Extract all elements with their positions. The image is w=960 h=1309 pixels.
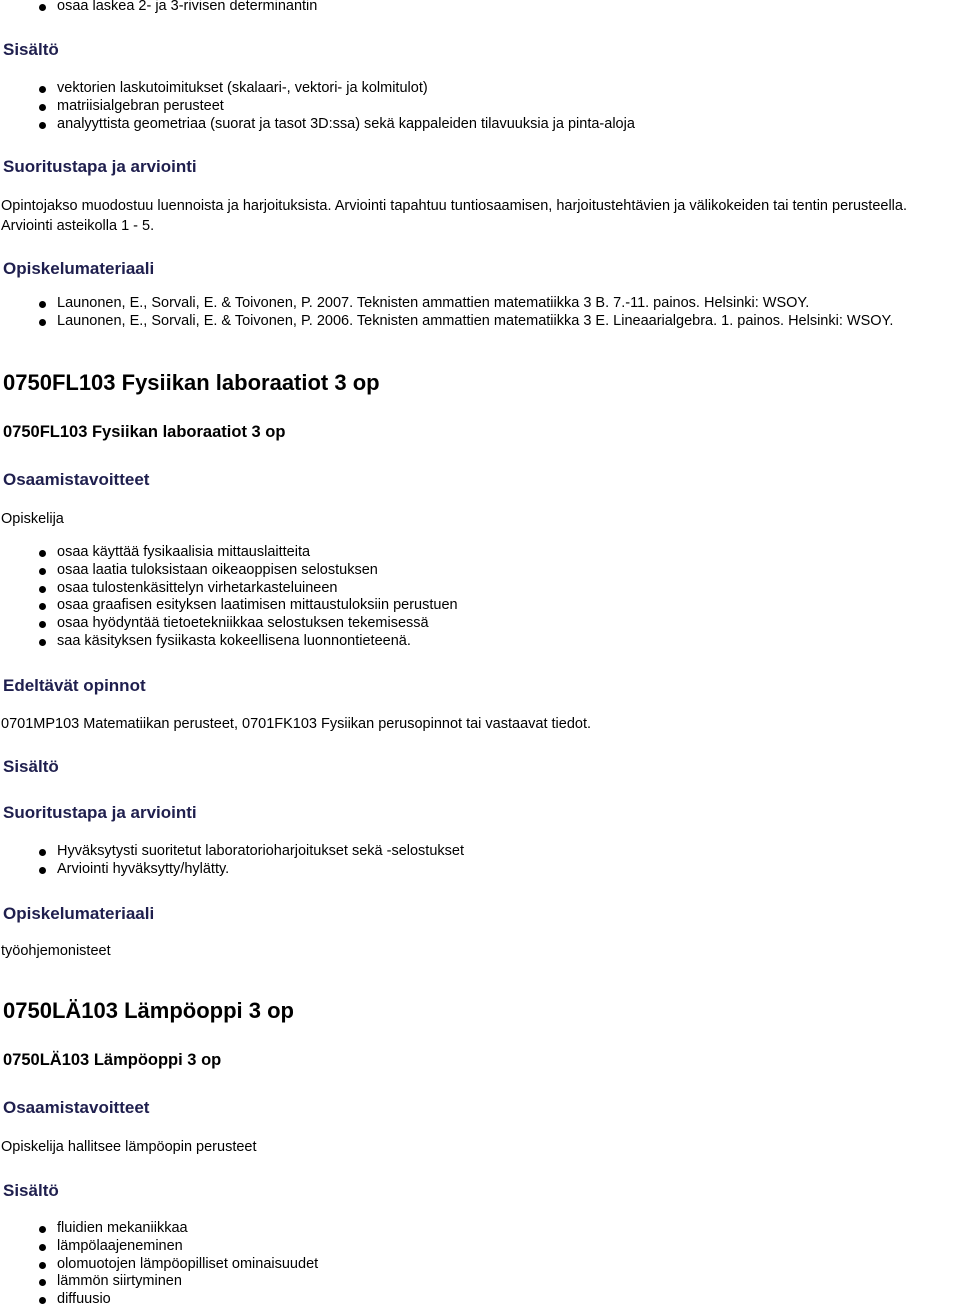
- list-item: diffuusio: [0, 1291, 318, 1309]
- list-item: lämmön siirtyminen: [0, 1273, 318, 1291]
- suoritustapa-line-2: Arviointi asteikolla 1 - 5.: [1, 218, 155, 234]
- list-item: osaa käyttää fysikaalisia mittauslaitteita: [0, 544, 458, 562]
- opiskelumateriaali-heading: Opiskelumateriaali: [3, 259, 155, 278]
- list-item: vektorien laskutoimitukset (skalaari-, vektori- ja kolmitulot): [0, 80, 635, 98]
- edeltavat-opinnot-heading: Edeltävät opinnot: [3, 676, 146, 695]
- list-item: matriisialgebran perusteet: [0, 98, 635, 116]
- list-item: osaa laatia tuloksistaan oikeaoppisen selostuksen: [0, 562, 458, 580]
- osaamistavoitteet-text: Opiskelija hallitsee lämpöopin perusteet: [1, 1139, 257, 1155]
- edeltavat-opinnot-text: 0701MP103 Matematiikan perusteet, 0701FK103 Fysiikan perusopinnot tai vastaavat tiedot.: [1, 716, 592, 732]
- course-title: 0750FL103 Fysiikan laboraatiot 3 op: [3, 370, 380, 395]
- sisalto-list: [0, 1220, 318, 1309]
- list-item: Launonen, E., Sorvali, E. & Toivonen, P. 2006. Teknisten ammattien matematiikka 3 E. Lineaarialgebra. 1. painos. Helsinki: WSOY.: [0, 313, 893, 331]
- list-item: lämpölaajeneminen: [0, 1238, 318, 1256]
- sisalto-heading: Sisältö: [3, 40, 59, 59]
- sisalto-heading: Sisältö: [3, 1181, 59, 1200]
- opiskelumateriaali-heading: Opiskelumateriaali: [3, 904, 155, 923]
- list-item: osaa laskea 2- ja 3-rivisen determinantin: [0, 0, 317, 16]
- sisalto-list: [0, 80, 635, 133]
- suoritustapa-line-1: Opintojakso muodostuu luennoista ja harjoituksista. Arviointi tapahtuu tuntiosaamisen, harjoitustehtävien ja välikokeiden tai tentin perusteella.: [1, 198, 907, 214]
- top-bullet-list: [0, 0, 317, 16]
- list-item: osaa graafisen esityksen laatimisen mittaustuloksiin perustuen: [0, 597, 458, 615]
- suoritustapa-heading: Suoritustapa ja arviointi: [3, 803, 197, 822]
- list-item: osaa tulostenkäsittelyn virhetarkasteluineen: [0, 580, 458, 598]
- list-item: Hyväksytysti suoritetut laboratorioharjoitukset sekä -selostukset: [0, 843, 464, 861]
- osaamistavoitteet-list: [0, 544, 458, 651]
- course-subtitle: 0750LÄ103 Lämpöoppi 3 op: [3, 1051, 222, 1069]
- osaamistavoitteet-heading: Osaamistavoitteet: [3, 1098, 150, 1117]
- opiskelija-label: Opiskelija: [1, 511, 64, 527]
- list-item: analyyttista geometriaa (suorat ja tasot 3D:ssa) sekä kappaleiden tilavuuksia ja pinta-aloja: [0, 116, 635, 134]
- course-subtitle: 0750FL103 Fysiikan laboraatiot 3 op: [3, 423, 286, 441]
- list-item: Arviointi hyväksytty/hylätty.: [0, 861, 464, 879]
- suoritustapa-text: [1, 196, 960, 236]
- list-item: Launonen, E., Sorvali, E. & Toivonen, P. 2007. Teknisten ammattien matematiikka 3 B. 7.-11. painos. Helsinki: WSOY.: [0, 295, 893, 313]
- course-title: 0750LÄ103 Lämpöoppi 3 op: [3, 998, 294, 1023]
- list-item: fluidien mekaniikkaa: [0, 1220, 318, 1238]
- list-item: olomuotojen lämpöopilliset ominaisuudet: [0, 1256, 318, 1274]
- suoritustapa-list: [0, 843, 464, 879]
- opiskelumateriaali-text: työohjemonisteet: [1, 943, 111, 959]
- osaamistavoitteet-heading: Osaamistavoitteet: [3, 470, 150, 489]
- suoritustapa-heading: Suoritustapa ja arviointi: [3, 157, 197, 176]
- opiskelumateriaali-list: [0, 295, 893, 331]
- list-item: osaa hyödyntää tietoetekniikkaa selostuksen tekemisessä: [0, 615, 458, 633]
- list-item: saa käsityksen fysiikasta kokeellisena luonnontieteenä.: [0, 633, 458, 651]
- sisalto-heading: Sisältö: [3, 757, 59, 776]
